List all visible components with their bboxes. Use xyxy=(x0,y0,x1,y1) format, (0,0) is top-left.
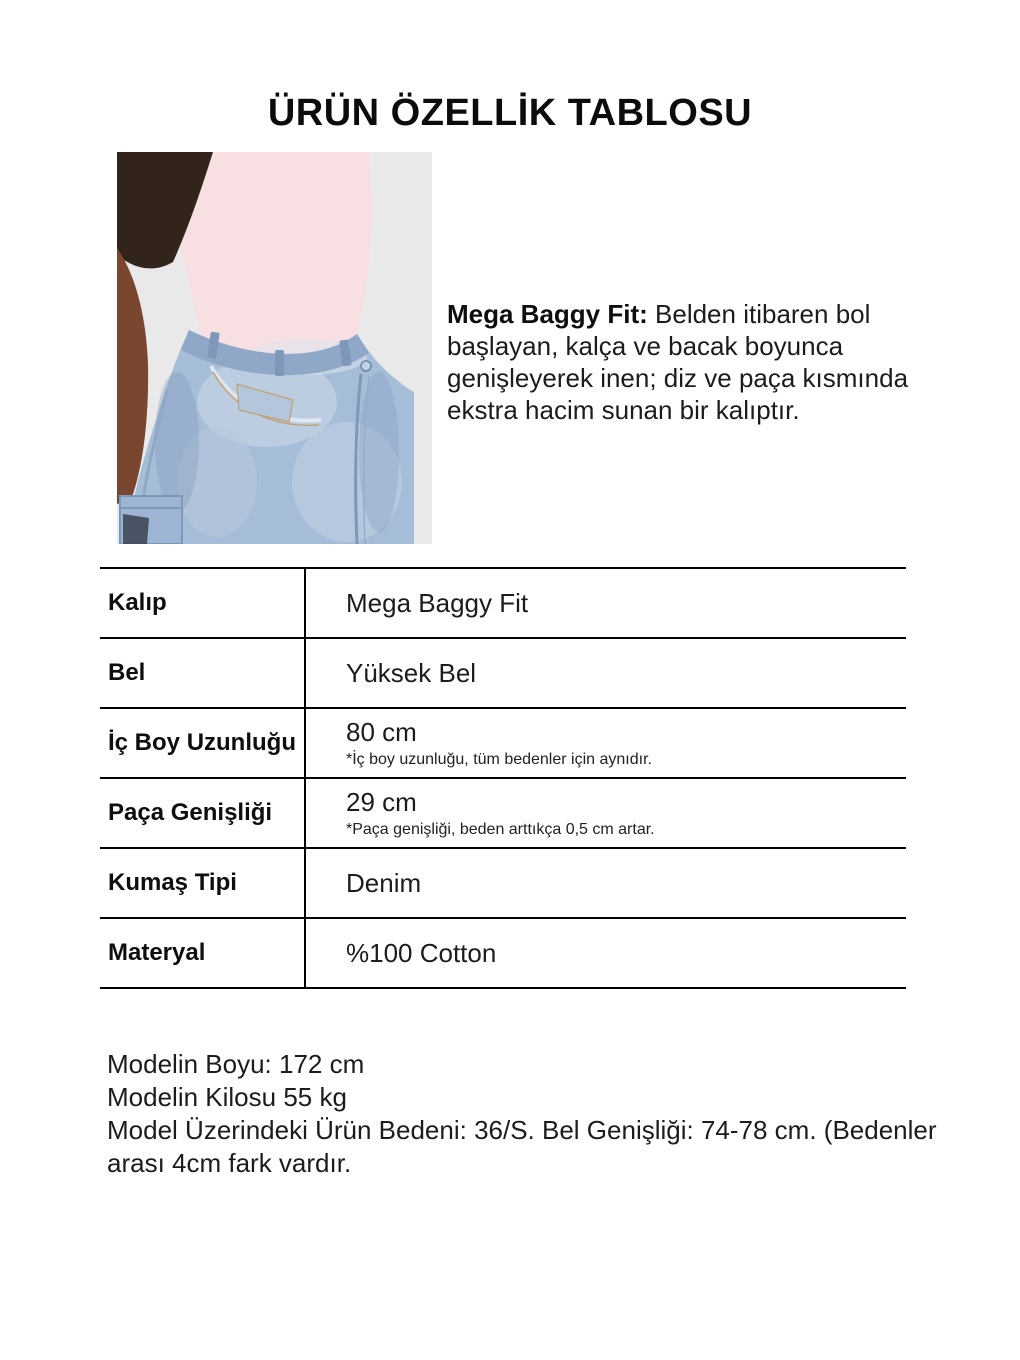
spec-value-text: 29 cm xyxy=(346,787,417,817)
spec-value xyxy=(306,779,906,847)
spec-row-kalip xyxy=(100,569,906,639)
spec-row-materyal xyxy=(100,919,906,989)
spec-note: *İç boy uzunluğu, tüm bedenler için aynıdır. xyxy=(346,751,652,768)
model-height-line: Modelin Boyu: 172 cm xyxy=(107,1049,365,1079)
jeans-button xyxy=(361,361,371,371)
spec-row-paca xyxy=(100,779,906,849)
product-description xyxy=(447,298,925,426)
model-info xyxy=(107,1048,987,1180)
spec-note: *Paça genişliği, beden arttıkça 0,5 cm artar. xyxy=(346,821,655,838)
spec-label: İç Boy Uzunluğu xyxy=(100,709,306,777)
spec-value xyxy=(306,709,906,777)
spec-value-text: Yüksek Bel xyxy=(346,657,477,688)
spec-label: Paça Genişliği xyxy=(100,779,306,847)
spec-value-text: Mega Baggy Fit xyxy=(346,587,529,618)
product-photo xyxy=(117,152,432,544)
fit-name-label: Mega Baggy Fit: xyxy=(447,299,648,329)
spec-table xyxy=(100,567,906,989)
spec-row-bel xyxy=(100,639,906,709)
spec-value xyxy=(306,919,906,987)
spec-row-kumas xyxy=(100,849,906,919)
spec-label: Bel xyxy=(100,639,306,707)
spec-value-text: Denim xyxy=(346,867,422,898)
page-title: ÜRÜN ÖZELLİK TABLOSU xyxy=(267,92,753,134)
spec-label: Kumaş Tipi xyxy=(100,849,306,917)
model-size-line: Model Üzerindeki Ürün Bedeni: 36/S. Bel Genişliği: 74-78 cm. (Bedenler arası 4cm fark vardır. xyxy=(107,1115,937,1178)
spec-value xyxy=(306,639,906,707)
spec-row-ic-boy xyxy=(100,709,906,779)
spec-value-text: 80 cm xyxy=(346,717,417,747)
spec-label: Kalıp xyxy=(100,569,306,637)
model-weight-line: Modelin Kilosu 55 kg xyxy=(107,1082,347,1112)
spec-value xyxy=(306,849,906,917)
spec-value xyxy=(306,569,906,637)
spec-value-text: %100 Cotton xyxy=(346,937,497,968)
fit-description-text: Belden itibaren bol başlayan, kalça ve bacak boyunca genişleyerek inen; diz ve paça kısmında ekstra hacim sunan bir kalıptır. xyxy=(447,299,909,425)
spec-label: Materyal xyxy=(100,919,306,987)
